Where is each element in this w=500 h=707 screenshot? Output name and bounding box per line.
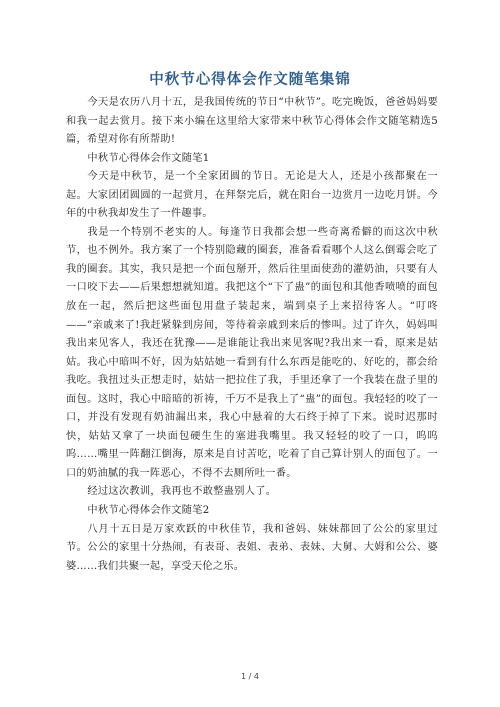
essay-2-paragraph-1: 八月十五日是万家欢跃的中秋佳节，我和爸妈、妹妹都回了公公的家里过节。公公的家里十分热闹，有表哥、表姐、表弟、表妹、大舅、大姆和公公、婆婆……我们共聚一起，享受天伦之乐。: [66, 523, 438, 572]
document-body: [66, 94, 438, 576]
essay-1-paragraph-3: 经过这次教训，我再也不敢整蛊别人了。: [87, 486, 277, 498]
essay-1-heading: 中秋节心得体会作文随笔1: [87, 152, 210, 164]
document-title: 中秋节心得体会作文随笔集锦: [149, 71, 351, 88]
essay-2-heading: 中秋节心得体会作文随笔2: [87, 505, 210, 517]
intro-paragraph: 今天是农历八月十五，是我国传统的节日“中秋节”。吃完晚饭，爸爸妈妈要和我一起去赏月。接下来小编在这里给大家带来中秋节心得体会作文随笔精选5篇，希望对你有所帮助!: [66, 97, 438, 146]
essay-1-paragraph-2: 我是一个特别不老实的人。每逢节日我都会想一些奇离希僻的而这次中秋节，也不例外。我方案了一个特别隐藏的圈套，准备看看哪个人这么倒霉会吃了我的圈套。其实，我只是把一个面包掰开，然后往里面使劲的灌奶油，只要有人一口咬下去——后果想想就知道。我把这个“下了蛊”的面包和其他香喷喷的面包放在一起，然后把这些面包用盘子装起来，端到桌子上来招待客人。“叮咚——”亲戚来了!我赶紧躲到房间，等待着亲戚到来后的惨叫。过了许久，妈妈叫我出来见客人，我还在犹豫——是谁能让我出来见客呢?我出来一看，原来是姑姑。我心中暗叫不好，因为姑姑她一看到有什么东西是能吃的、好吃的，都会给我吃。我扭过头正想走时，姑姑一把拉住了我，手里还拿了一个我装在盘子里的面包。这时，我心中暗暗的祈祷，千万不是我上了“蛊”的面包。我轻轻的咬了一口，并没有发现有奶油漏出来，我心中悬着的大石终于掉了下来。说时迟那时快，姑姑又拿了一块面包硬生生的塞进我嘴里。我又轻轻的咬了一口，呜呜呜……嘴里一阵翻江倒海，原来是自讨苦吃，吃着了自己算计别人的面包了。一口的奶油腻的我一阵恶心，不得不去厕所吐一番。: [66, 226, 438, 479]
essay-1-paragraph-1: 今天是中秋节，是一个全家团圆的节日。无论是大人，还是小孩都聚在一起。大家团团圆圆的一起赏月，在拜祭完后，就在阳台一边赏月一边吃月饼。今年的中秋我却发生了一件趣事。: [66, 171, 438, 220]
page-number: 1 / 4: [241, 672, 259, 681]
